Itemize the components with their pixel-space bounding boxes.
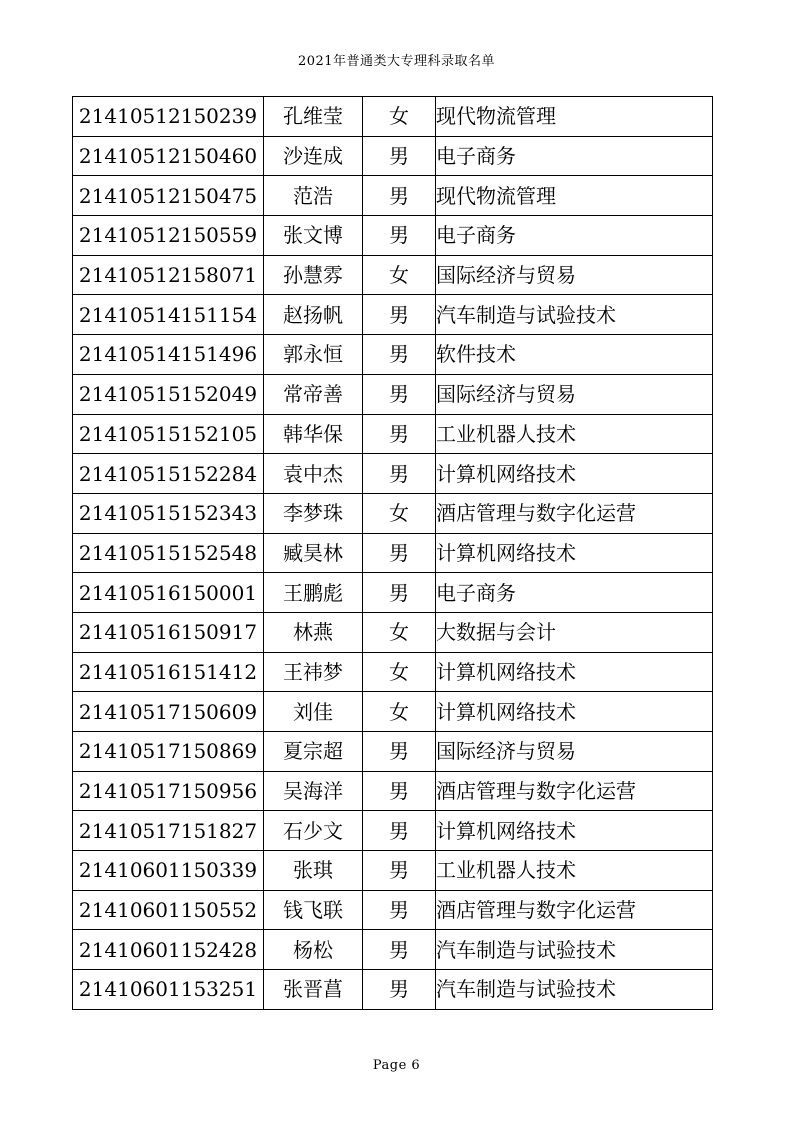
candidate-id-cell: 21410515152105 bbox=[73, 414, 264, 454]
table-row bbox=[73, 692, 713, 732]
gender-cell: 男 bbox=[363, 771, 436, 811]
student-name-cell: 韩华保 bbox=[264, 414, 363, 454]
major-cell: 汽车制造与试验技术 bbox=[436, 930, 713, 970]
major-cell: 计算机网络技术 bbox=[436, 454, 713, 494]
candidate-id-cell: 21410516151412 bbox=[73, 652, 264, 692]
table-row bbox=[73, 414, 713, 454]
student-name-cell: 张晋菖 bbox=[264, 970, 363, 1010]
candidate-id-cell: 21410514151154 bbox=[73, 295, 264, 335]
major-cell: 现代物流管理 bbox=[436, 176, 713, 216]
table-row bbox=[73, 136, 713, 176]
student-name-cell: 赵扬帆 bbox=[264, 295, 363, 335]
table-row bbox=[73, 930, 713, 970]
table-row bbox=[73, 335, 713, 375]
candidate-id-cell: 21410512150460 bbox=[73, 136, 264, 176]
candidate-id-cell: 21410601152428 bbox=[73, 930, 264, 970]
candidate-id-cell: 21410517150956 bbox=[73, 771, 264, 811]
gender-cell: 男 bbox=[363, 374, 436, 414]
gender-cell: 男 bbox=[363, 176, 436, 216]
candidate-id-cell: 21410517151827 bbox=[73, 811, 264, 851]
student-name-cell: 李梦珠 bbox=[264, 493, 363, 533]
student-name-cell: 刘佳 bbox=[264, 692, 363, 732]
candidate-id-cell: 21410512150475 bbox=[73, 176, 264, 216]
gender-cell: 男 bbox=[363, 414, 436, 454]
gender-cell: 男 bbox=[363, 216, 436, 256]
student-name-cell: 王鹏彪 bbox=[264, 573, 363, 613]
gender-cell: 女 bbox=[363, 692, 436, 732]
student-name-cell: 郭永恒 bbox=[264, 335, 363, 375]
student-name-cell: 石少文 bbox=[264, 811, 363, 851]
gender-cell: 女 bbox=[363, 493, 436, 533]
gender-cell: 男 bbox=[363, 533, 436, 573]
candidate-id-cell: 21410515152343 bbox=[73, 493, 264, 533]
gender-cell: 男 bbox=[363, 930, 436, 970]
table-row bbox=[73, 97, 713, 137]
major-cell: 酒店管理与数字化运营 bbox=[436, 493, 713, 533]
table-row bbox=[73, 255, 713, 295]
student-name-cell: 王祎梦 bbox=[264, 652, 363, 692]
major-cell: 现代物流管理 bbox=[436, 97, 713, 137]
student-name-cell: 常帝善 bbox=[264, 374, 363, 414]
table-row bbox=[73, 890, 713, 930]
major-cell: 酒店管理与数字化运营 bbox=[436, 771, 713, 811]
student-name-cell: 吴海洋 bbox=[264, 771, 363, 811]
table-row bbox=[73, 612, 713, 652]
admission-table-body bbox=[73, 97, 713, 1010]
candidate-id-cell: 21410514151496 bbox=[73, 335, 264, 375]
table-row bbox=[73, 732, 713, 772]
candidate-id-cell: 21410516150001 bbox=[73, 573, 264, 613]
candidate-id-cell: 21410601150339 bbox=[73, 851, 264, 891]
gender-cell: 男 bbox=[363, 136, 436, 176]
page-title: 2021年普通类大专理科录取名单 bbox=[297, 54, 496, 69]
gender-cell: 男 bbox=[363, 890, 436, 930]
candidate-id-cell: 21410512158071 bbox=[73, 255, 264, 295]
gender-cell: 女 bbox=[363, 652, 436, 692]
table-row bbox=[73, 176, 713, 216]
major-cell: 国际经济与贸易 bbox=[436, 374, 713, 414]
major-cell: 电子商务 bbox=[436, 216, 713, 256]
student-name-cell: 夏宗超 bbox=[264, 732, 363, 772]
gender-cell: 男 bbox=[363, 295, 436, 335]
major-cell: 汽车制造与试验技术 bbox=[436, 970, 713, 1010]
candidate-id-cell: 21410601153251 bbox=[73, 970, 264, 1010]
gender-cell: 女 bbox=[363, 255, 436, 295]
table-row bbox=[73, 811, 713, 851]
major-cell: 汽车制造与试验技术 bbox=[436, 295, 713, 335]
table-row bbox=[73, 295, 713, 335]
table-row bbox=[73, 970, 713, 1010]
table-row bbox=[73, 851, 713, 891]
student-name-cell: 范浩 bbox=[264, 176, 363, 216]
student-name-cell: 钱飞联 bbox=[264, 890, 363, 930]
candidate-id-cell: 21410517150609 bbox=[73, 692, 264, 732]
major-cell: 计算机网络技术 bbox=[436, 652, 713, 692]
gender-cell: 女 bbox=[363, 97, 436, 137]
major-cell: 大数据与会计 bbox=[436, 612, 713, 652]
admission-table bbox=[72, 96, 713, 1010]
student-name-cell: 杨松 bbox=[264, 930, 363, 970]
table-row bbox=[73, 573, 713, 613]
table-row bbox=[73, 533, 713, 573]
student-name-cell: 林燕 bbox=[264, 612, 363, 652]
table-row bbox=[73, 493, 713, 533]
gender-cell: 男 bbox=[363, 335, 436, 375]
student-name-cell: 袁中杰 bbox=[264, 454, 363, 494]
major-cell: 软件技术 bbox=[436, 335, 713, 375]
gender-cell: 女 bbox=[363, 612, 436, 652]
gender-cell: 男 bbox=[363, 851, 436, 891]
major-cell: 工业机器人技术 bbox=[436, 414, 713, 454]
major-cell: 电子商务 bbox=[436, 573, 713, 613]
table-row bbox=[73, 771, 713, 811]
page-number: Page 6 bbox=[372, 1058, 421, 1073]
gender-cell: 男 bbox=[363, 732, 436, 772]
table-row bbox=[73, 216, 713, 256]
major-cell: 国际经济与贸易 bbox=[436, 255, 713, 295]
major-cell: 酒店管理与数字化运营 bbox=[436, 890, 713, 930]
student-name-cell: 张琪 bbox=[264, 851, 363, 891]
table-row bbox=[73, 454, 713, 494]
major-cell: 计算机网络技术 bbox=[436, 811, 713, 851]
candidate-id-cell: 21410515152284 bbox=[73, 454, 264, 494]
candidate-id-cell: 21410512150559 bbox=[73, 216, 264, 256]
candidate-id-cell: 21410516150917 bbox=[73, 612, 264, 652]
major-cell: 国际经济与贸易 bbox=[436, 732, 713, 772]
major-cell: 计算机网络技术 bbox=[436, 692, 713, 732]
candidate-id-cell: 21410515152548 bbox=[73, 533, 264, 573]
major-cell: 工业机器人技术 bbox=[436, 851, 713, 891]
major-cell: 电子商务 bbox=[436, 136, 713, 176]
student-name-cell: 沙连成 bbox=[264, 136, 363, 176]
table-row bbox=[73, 652, 713, 692]
candidate-id-cell: 21410601150552 bbox=[73, 890, 264, 930]
gender-cell: 男 bbox=[363, 454, 436, 494]
student-name-cell: 孙慧雰 bbox=[264, 255, 363, 295]
table-row bbox=[73, 374, 713, 414]
student-name-cell: 臧昊林 bbox=[264, 533, 363, 573]
gender-cell: 男 bbox=[363, 573, 436, 613]
student-name-cell: 孔维莹 bbox=[264, 97, 363, 137]
candidate-id-cell: 21410517150869 bbox=[73, 732, 264, 772]
major-cell: 计算机网络技术 bbox=[436, 533, 713, 573]
candidate-id-cell: 21410512150239 bbox=[73, 97, 264, 137]
gender-cell: 男 bbox=[363, 811, 436, 851]
gender-cell: 男 bbox=[363, 970, 436, 1010]
student-name-cell: 张文博 bbox=[264, 216, 363, 256]
candidate-id-cell: 21410515152049 bbox=[73, 374, 264, 414]
